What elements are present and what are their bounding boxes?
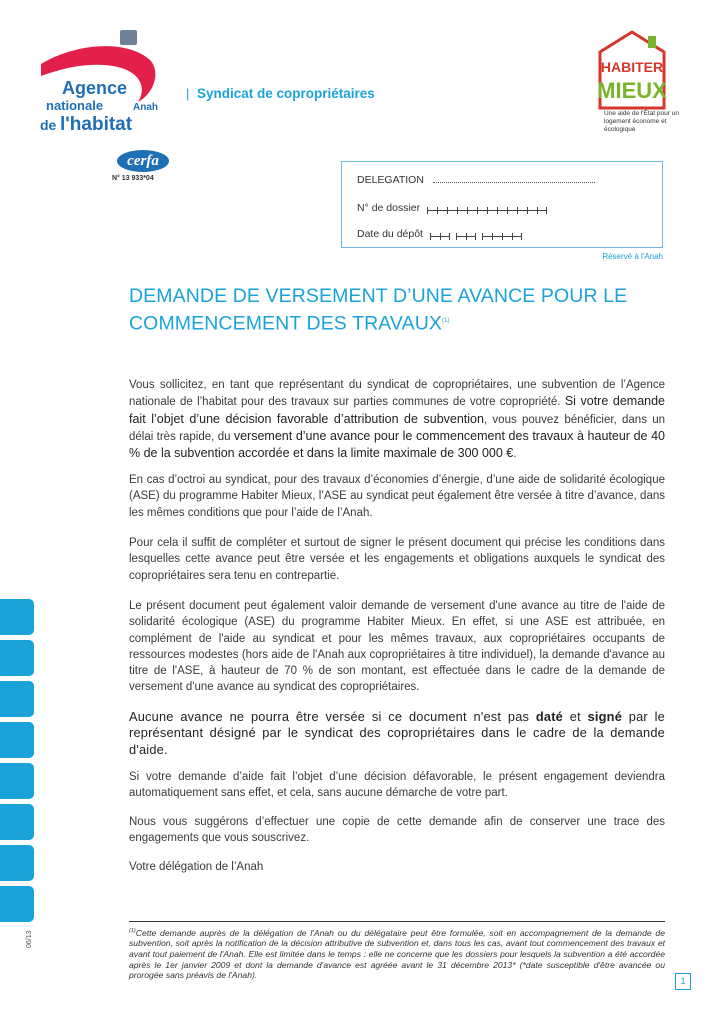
p1-text-c: , vous pouvez bénéficier, dans un délai très rapide, du	[129, 413, 665, 443]
p1-text-a: Vous sollicitez, en tant que représentant du syndicat de copropriétaires, une subvention de l’Agence nationale de l’habitat pour des travaux sur parties communes de votre copropriété.	[129, 379, 665, 409]
p5-text-e: par le représentant désigné par le syndicat des copropriétaires dans le cadre de la demande d'aide.	[129, 709, 665, 757]
p5-date-word: daté	[535, 709, 563, 724]
logo-line2: nationale	[46, 98, 104, 113]
logo-line3-de: de	[40, 117, 57, 133]
footnote-text: Cette demande auprès de la délégation de l'Anah ou du délégataire peut être formulée, soit en accompagnement de la demande de subvention, soit après la notification de la décision attributive de subvention et, dans tous les cas, avant tout commencement des travaux et avant tout paiement de l'Anah. Elle est limitée dans le temps : elle ne concerne que les dossiers pour lesquels la subvention a été accordée après le 1er janvier 2009 et dont la demande d'avance est agréée avant le 31 décembre 2013* (*date susceptible d'être avancée ou prorogée sans préavis de l'Anah).	[129, 927, 665, 981]
side-tab-1	[0, 599, 34, 635]
p1-text-e: .	[513, 448, 517, 461]
anah-logo-graphic	[38, 30, 168, 135]
side-tab-3	[0, 681, 34, 717]
delegation-field[interactable]	[433, 174, 595, 183]
footnote-rule	[129, 921, 665, 922]
depot-day-field[interactable]	[430, 228, 450, 237]
paragraph-warning	[129, 709, 665, 758]
paragraph-defavorable: Si votre demande d’aide fait l’objet d’une décision défavorable, le présent engagement deviendra automatiquement sans effet, et cela, sans aucune démarche de votre part.	[129, 771, 665, 800]
delegation-label: DELEGATION	[357, 174, 424, 186]
header-separator: |	[186, 86, 190, 101]
hm-line1: HABITER	[600, 59, 664, 75]
footnote-mark: (1)	[129, 928, 136, 934]
side-tab-6	[0, 804, 34, 840]
document-title-text: DEMANDE DE VERSEMENT D’UNE AVANCE POUR LE COMMENCEMENT DES TRAVAUX	[129, 285, 628, 335]
footnote	[129, 926, 665, 981]
habiter-mieux-logo	[596, 30, 668, 110]
p5-text-a: Aucune avance ne pourra être versée si ce document n'est pas	[129, 709, 536, 724]
paragraph-intro	[129, 377, 665, 462]
p5-signe-word: signé	[587, 709, 623, 724]
p1-highlight-avance: versement d’une avance pour le commencement des travaux à hauteur de 40 % de la subvention accordée et dans la limite maximale de 300 000 €	[129, 428, 666, 461]
reserved-anah: Réservé à l'Anah	[602, 252, 663, 261]
logo-tag: Anah	[133, 102, 158, 113]
header-title: Syndicat de copropriétaires	[197, 86, 375, 101]
paragraph-ase-avance: Le présent document peut également valoir demande de versement d'une avance au titre de l'aide de solidarité écologique (ASE) du programme Habiter Mieux. En effet, si une ASE est attribuée, en complément de l'aide au syndicat et pour les mêmes travaux, aux copropriétaires occupants de ressources modestes (hors aide de l'Anah aux copropriétaires à titre individuel), la demande d'avance au titre de l'ASE, à hauteur de 70 % de son montant, est effectuée dans le cadre de la demande de versement d'une avance au syndicat des copropriétaires.	[129, 600, 665, 694]
paragraph-signature: Votre délégation de l’Anah	[129, 861, 264, 873]
hm-line2: MIEUX	[597, 78, 667, 103]
p1-highlight-decision: Si votre demande fait l’objet d’une décision favorable d’attribution de subvention	[129, 394, 665, 426]
depot-month-field[interactable]	[456, 228, 476, 237]
cerfa-badge: cerfa	[117, 150, 169, 172]
document-title	[129, 284, 669, 337]
page-number: 1	[675, 973, 691, 990]
habiter-mieux-tagline: Une aide de l'État pour un logement économe et écologique	[604, 110, 679, 133]
depot-year-field[interactable]	[482, 228, 522, 237]
side-tab-8	[0, 886, 34, 922]
anah-logo	[38, 30, 168, 135]
dossier-row	[357, 202, 547, 214]
side-tab-5	[0, 763, 34, 799]
side-tab-4	[0, 722, 34, 758]
dossier-label: N° de dossier	[357, 202, 421, 214]
side-tab-7	[0, 845, 34, 881]
habiter-mieux-house-icon	[596, 30, 668, 110]
paragraph-copie: Nous vous suggérons d’effectuer une copie de cette demande afin de conserver une trace des engagements que vous souscrivez.	[129, 816, 665, 845]
logo-line3-main: l'habitat	[60, 114, 133, 135]
title-note-mark: (1)	[442, 318, 450, 324]
p5-text-c: et	[563, 709, 588, 724]
dossier-number-field[interactable]	[427, 202, 547, 211]
delegation-row	[357, 174, 595, 186]
logo-line1: Agence	[62, 78, 128, 98]
side-tab-2	[0, 640, 34, 676]
depot-label: Date du dépôt	[357, 228, 423, 240]
paragraph-conditions: Pour cela il suffit de compléter et surtout de signer le présent document qui précise les conditions dans lesquelles cette avance peut être versée et les engagements et obligations auxquels le syndicat des copropriétaires sera tenu en contrepartie.	[129, 537, 665, 582]
cerfa-number: N° 13 933*04	[112, 175, 154, 182]
depot-row	[357, 228, 522, 240]
date-code: 06/13	[26, 930, 33, 948]
paragraph-ase: En cas d’octroi au syndicat, pour des travaux d’économies d’énergie, d’une aide de solidarité écologique (ASE) du programme Habiter Mieux, l’ASE au syndicat peut également être versée à titre d’avance, dans les mêmes conditions que pour l’aide de l’Anah.	[129, 474, 665, 519]
delegation-box	[341, 161, 663, 248]
